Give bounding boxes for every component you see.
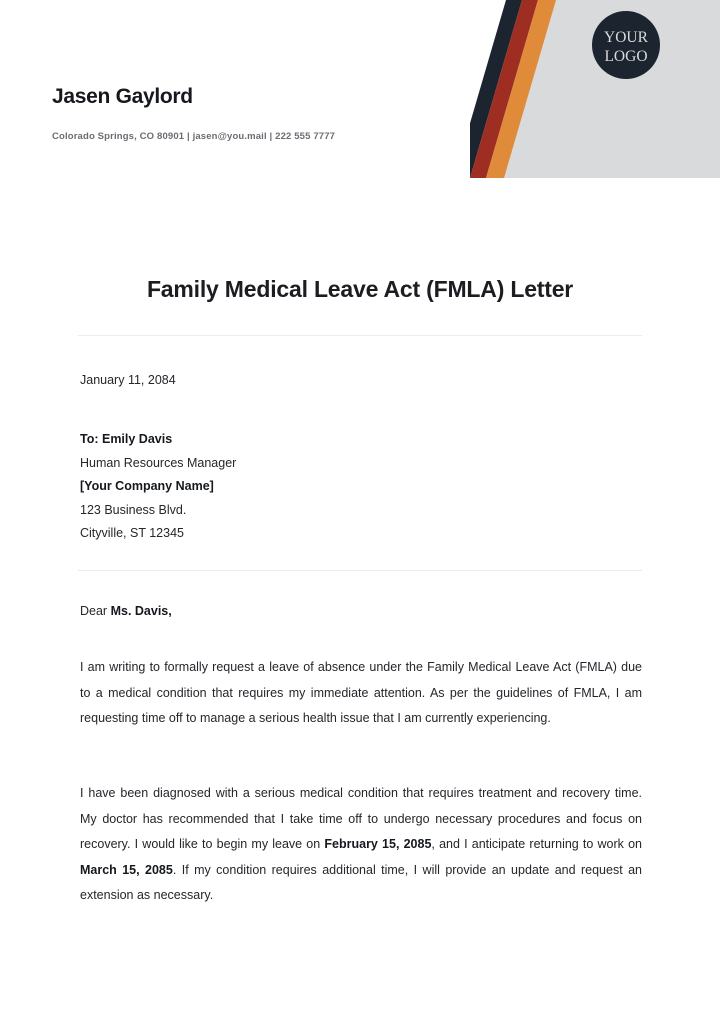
header-decoration bbox=[470, 0, 720, 178]
logo-line-1: YOUR bbox=[604, 29, 648, 46]
sender-contact-line: Colorado Springs, CO 80901 | jasen@you.mail | 222 555 7777 bbox=[52, 131, 336, 142]
sender-name: Jasen Gaylord bbox=[52, 85, 193, 108]
recipient-address-block bbox=[80, 428, 236, 546]
salutation-prefix: Dear bbox=[80, 604, 111, 618]
paragraph-2-part-1: I have been diagnosed with a serious medical condition that requires treatment and recovery time. My doctor has recommended that I take time off to undergo necessary procedures and focus on recovery. I would like to begin my leave on bbox=[80, 786, 642, 851]
body-paragraph-1: I am writing to formally request a leave of absence under the Family Medical Leave Act (FMLA) due to a medical condition that requires my immediate attention. As per the guidelines of FMLA, I am requesting time off to manage a serious health issue that I am currently experiencing. bbox=[80, 660, 642, 725]
divider-top bbox=[78, 335, 642, 336]
salutation-recipient-name: Ms. Davis, bbox=[110, 604, 172, 618]
leave-return-date: March 15, 2085 bbox=[80, 862, 173, 877]
logo-line-2: LOGO bbox=[604, 48, 648, 65]
letterhead-header bbox=[0, 0, 720, 178]
paragraph-2-part-2: , and I anticipate returning to work on bbox=[431, 837, 642, 851]
recipient-line: Cityville, ST 12345 bbox=[80, 526, 184, 540]
recipient-line: 123 Business Blvd. bbox=[80, 502, 187, 517]
divider-middle bbox=[78, 570, 642, 571]
letter-date: January 11, 2084 bbox=[80, 373, 176, 387]
page-title: Family Medical Leave Act (FMLA) Letter bbox=[146, 276, 574, 302]
body-paragraph-2 bbox=[80, 781, 642, 909]
leave-start-date: February 15, 2085 bbox=[324, 837, 432, 851]
recipient-line: [Your Company Name] bbox=[80, 479, 214, 493]
recipient-line: Human Resources Manager bbox=[80, 455, 237, 470]
salutation bbox=[80, 604, 172, 618]
paragraph-2-part-3: . If my condition requires additional time, I will provide an update and request an extension as necessary. bbox=[80, 862, 642, 902]
recipient-line: To: Emily Davis bbox=[80, 432, 173, 446]
